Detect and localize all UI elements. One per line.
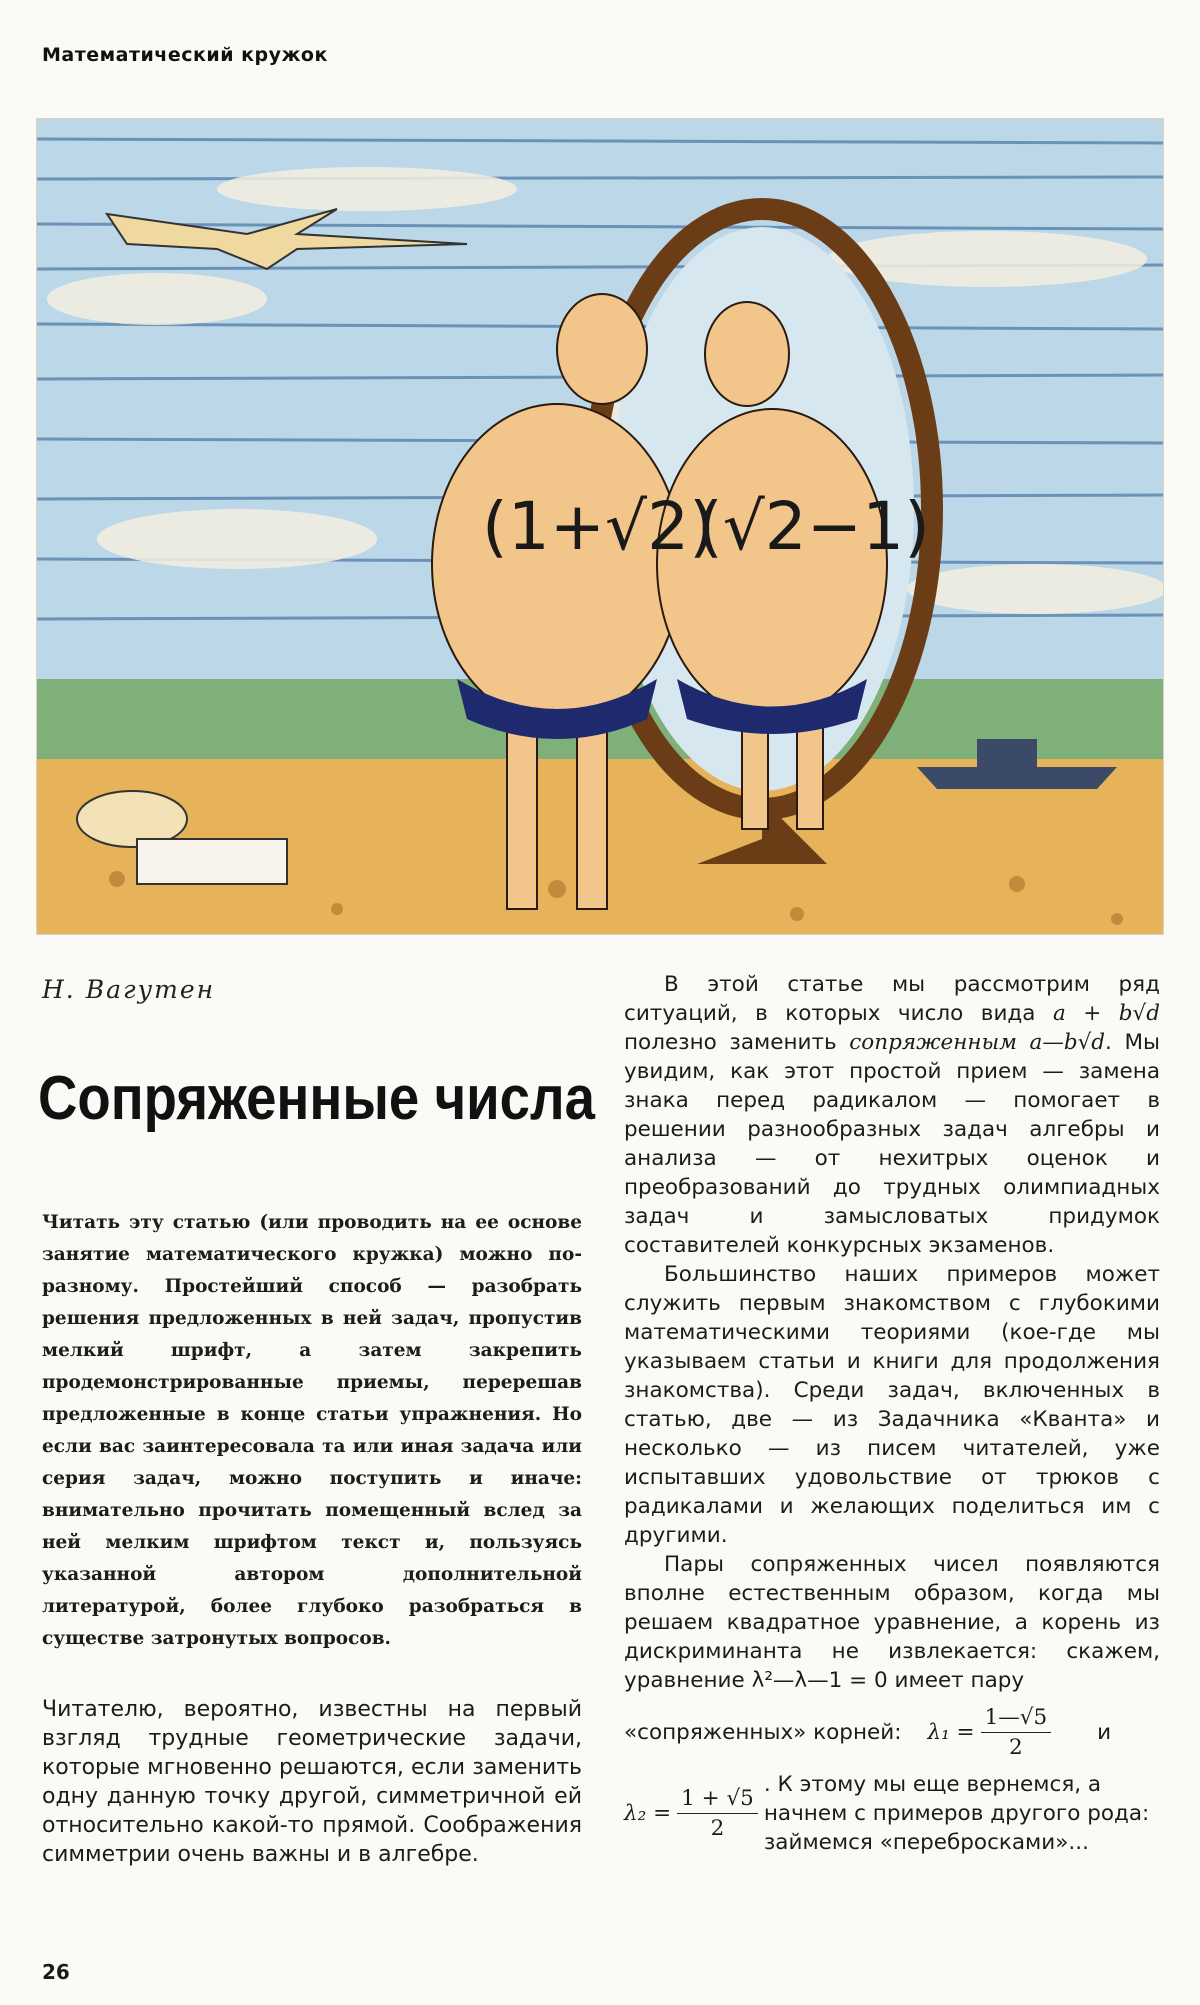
lambda1-formula xyxy=(624,1703,1160,1762)
right-column xyxy=(624,970,1160,1865)
conjugate-roots-label: «сопряженных» корней: xyxy=(624,1720,902,1745)
lambda2-numerator: 1 + √5 xyxy=(677,1784,758,1814)
conjugate-term: сопряженным xyxy=(849,1030,1017,1055)
p3-text-b: . К этому мы еще вернемся, а начнем с примеров другого рода: займемся «перебросками»... xyxy=(763,1772,1150,1855)
lambda2-formula xyxy=(624,1770,1160,1857)
page-number: 26 xyxy=(42,1960,70,1984)
expression-difference: a—b√d xyxy=(1029,1030,1106,1055)
mirror-cartoon xyxy=(37,119,1163,934)
article-title: Сопряженные числа xyxy=(38,1064,596,1133)
p1-text-b: полезно заменить xyxy=(624,1030,837,1055)
p1-text-a: В этой статье мы рассмотрим ряд ситуаций, в которых число вида xyxy=(624,972,1160,1026)
author-name: Н. Вагутен xyxy=(42,975,216,1004)
lambda1-label: λ₁ = xyxy=(927,1720,975,1745)
lambda2-label: λ₂ = xyxy=(624,1801,672,1826)
paragraph-2: Большинство наших примеров может служить первым знакомством с глубокими математическими теориями (кое-где мы указываем статьи и книги для продолжения знакомства). Среди задач, включенных в статью, две — из Задачника «Кванта» и несколько — из писем читателей, уже испытавших удовольствие от трюков с радикалами и желающих поделиться им с другими. xyxy=(624,1262,1160,1548)
lambda2-denominator: 2 xyxy=(710,1816,725,1841)
paragraph-3 xyxy=(624,1550,1160,1695)
expression-sum: a + b√d xyxy=(1052,1001,1160,1026)
lead-paragraph: Читателю, вероятно, известны на первый взгляд трудные геометрические задачи, которые мгновенно решаются, если заменить одну данную точку другой, симметричной ей относительно какой-то прямой. Соображения симметрии очень важны и в алгебре. xyxy=(42,1697,582,1867)
p3-text-a: Пары сопряженных чисел появляются вполне естественным образом, когда мы решаем квадратное уравнение, а корень из дискриминанта не извлекается: скажем, уравнение λ²—λ—1 = 0 имеет пару xyxy=(624,1552,1160,1693)
lambda1-numerator: 1—√5 xyxy=(981,1703,1052,1733)
lambda1-denominator: 2 xyxy=(1009,1735,1023,1760)
intro-paragraph: Читать эту статью (или проводить на ее основе занятие математического кружка) можно по-разному. Простейший способ — разобрать решения предложенных в ней задач, пропустив мелкий шрифт, а затем закрепить продемонстрированные приемы, перерешав предложенные в конце статьи упражнения. Но если вас заинтересовала та или иная задача или серия задач, можно поступить и иначе: внимательно прочитать помещенный вслед за ней мелким шрифтом текст и, пользуясь указанной автором дополнительной литературой, более глубоко разобраться в существе затронутых вопросов. xyxy=(42,1212,582,1649)
lambda1-fraction xyxy=(981,1703,1052,1762)
right-formula: (√2−1) xyxy=(697,488,930,565)
p1-text-c: . Мы увидим, как этот простой прием — замена знака перед радикалом — помогает в решении разнообразных задач алгебры и анализа — от нехитрых оценок и преобразований до трудных олимпиадных задач и замысловатых придумок составителей конкурсных экзаменов. xyxy=(624,1030,1160,1258)
left-formula: (1+√2) xyxy=(482,488,715,565)
cartoon-illustration xyxy=(36,118,1164,935)
section-title: Математический кружок xyxy=(42,44,328,66)
paragraph-1 xyxy=(624,970,1160,1260)
and-word: и xyxy=(1097,1720,1112,1745)
lambda2-fraction xyxy=(677,1784,758,1843)
